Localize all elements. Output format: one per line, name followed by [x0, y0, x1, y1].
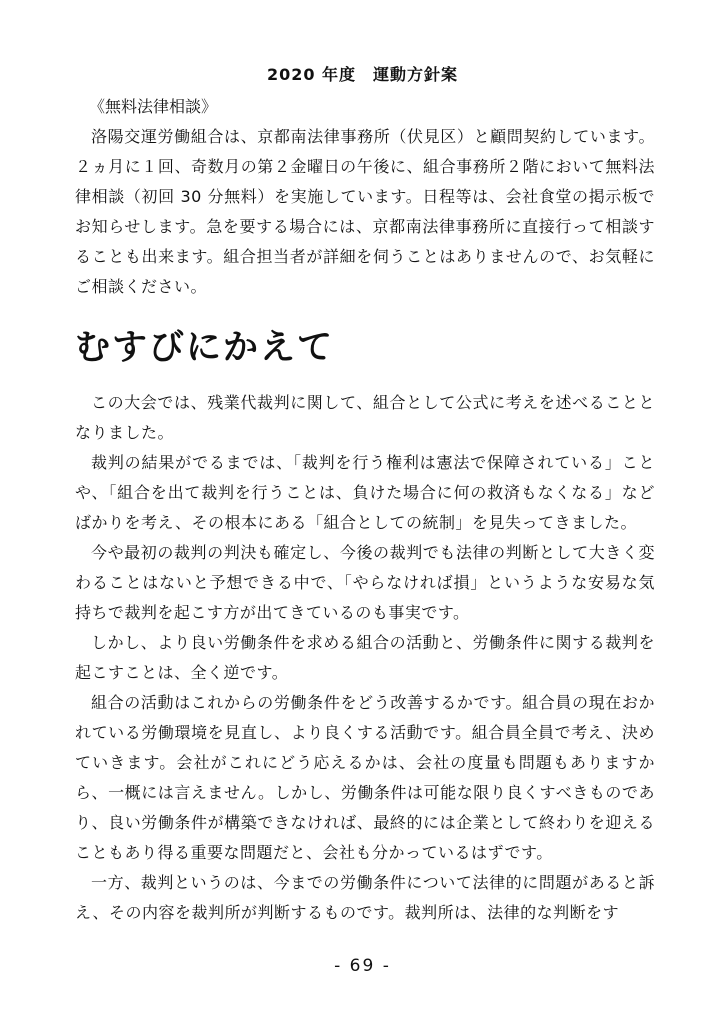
conclusion-heading: むすびにかえて — [75, 328, 335, 368]
page-content — [75, 92, 655, 928]
page-header-title: 2020 年度 運動方針案 — [266, 65, 459, 84]
conclusion-paragraph: 今や最初の裁判の判決も確定し、今後の裁判でも法律の判断として大きく変わることはないと予想できる中で、「やらなければ損」というような安易な気持ちで裁判を起こす方が出てきているのも事実です。 — [75, 543, 655, 622]
conclusion-paragraph: 組合の活動はこれからの労働条件をどう改善するかです。組合員の現在おかれている労働環境を見直し、より良くする活動です。組合員全員で考え、決めていきます。会社がこれにどう応えるかは、会社の度量も問題もありますから、一概には言えません。しかし、労働条件は可能な限り良くすべきものであり、良い労働条件が構築できなければ、最終的には企業として終わりを迎えることもあり得る重要な問題だと、会社も分かっているはずです。 — [75, 693, 655, 862]
legal-consultation-paragraph: 洛陽交運労働組合は、京都南法律事務所（伏見区）と顧問契約しています。２ヵ月に１回、奇数月の第２金曜日の午後に、組合事務所２階において無料法律相談（初回 30 分無料）を実施しています。日程等は、会社食堂の掲示板でお知らせします。急を要する場合には、京都南法律事務所に直接行って相談することも出来ます。組合担当者が詳細を伺うことはありませんので、お気軽にご相談ください。 — [75, 127, 655, 296]
conclusion-paragraph: この大会では、残業代裁判に関して、組合として公式に考えを述べることとなりました。 — [75, 393, 655, 442]
page-number: - 69 - — [334, 956, 391, 976]
section-label-legal-consultation: 《無料法律相談》 — [89, 97, 218, 116]
conclusion-paragraph: 裁判の結果がでるまでは、「裁判を行う権利は憲法で保障されている」ことや、「組合を出て裁判を行うことは、負けた場合に何の救済もなくなる」などばかりを考え、その根本にある「組合としての統制」を見失ってきました。 — [75, 453, 655, 532]
conclusion-paragraph: しかし、より良い労働条件を求める組合の活動と、労働条件に関する裁判を起こすことは、全く逆です。 — [75, 633, 655, 682]
conclusion-paragraph: 一方、裁判というのは、今までの労働条件について法律的に問題があると訴え、その内容を裁判所が判断するものです。裁判所は、法律的な判断をす — [75, 873, 655, 922]
